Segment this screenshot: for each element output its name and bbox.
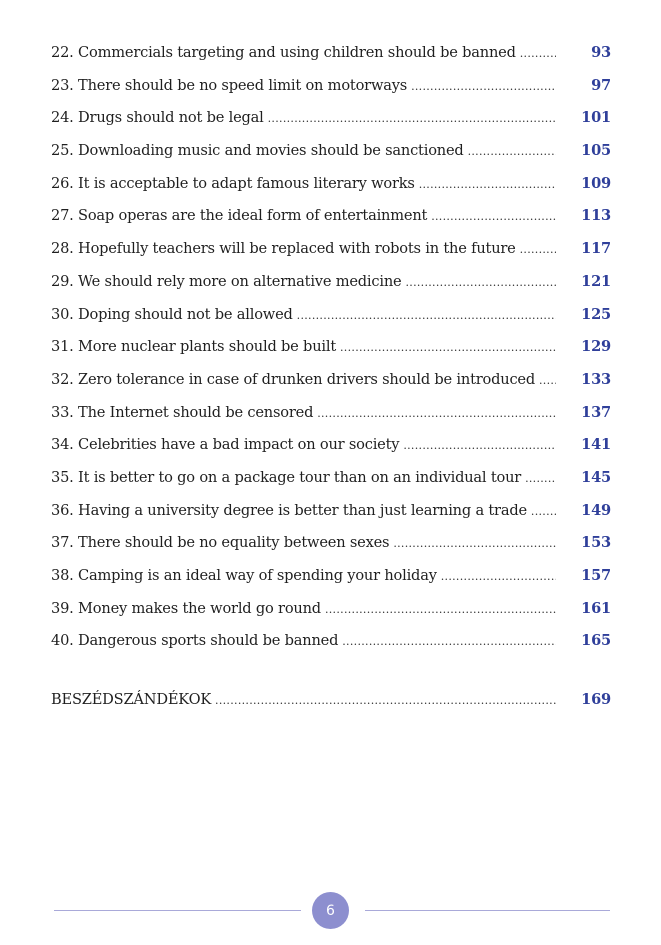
toc-entry[interactable] [51,404,611,437]
toc-entry[interactable] [51,240,611,273]
dot-leader [340,341,556,354]
toc-entry[interactable] [51,469,611,502]
toc-entry-title: 36. Having a university degree is better than just learning a trade [51,501,527,519]
toc-entry[interactable] [51,632,611,665]
toc-entry-title: 38. Camping is an ideal way of spending your holiday [51,567,437,584]
toc-entry-page: 145 [581,468,611,486]
dot-leader [411,80,556,93]
toc-entry-title: 28. Hopefully teachers will be replaced with robots in the future [51,240,516,258]
toc-entry[interactable] [51,77,611,110]
dot-leader [539,374,556,387]
page-number-badge: 6 [312,892,349,929]
toc-entry-page: 133 [581,370,611,388]
toc-entry-title: BESZÉDSZÁNDÉKOK [51,691,212,709]
toc-entry-page: 141 [581,436,611,454]
toc-entry-page: 137 [581,403,611,421]
dot-leader [317,407,556,420]
toc-entry-page: 101 [581,109,611,127]
dot-leader [403,439,556,452]
toc-entry-page: 149 [581,501,611,519]
toc-entry-title: 31. More nuclear plants should be built [51,338,337,356]
toc-entry-page: 109 [581,174,611,192]
dot-leader [441,570,556,583]
toc-entry-title: 33. The Internet should be censored [51,403,314,421]
toc-entry-page: 129 [581,338,611,356]
toc-entry-title: 30. Doping should not be allowed [51,305,293,323]
toc-entry-title: 34. Celebrities have a bad impact on our society [51,436,400,454]
toc-entry-page: 161 [581,599,611,617]
toc-entry-title: 24. Drugs should not be legal [51,109,264,127]
toc-entry-page: 165 [581,632,611,650]
toc-entry-page: 157 [581,567,611,584]
toc-entry-page: 97 [591,76,611,94]
toc-entry[interactable] [51,338,611,371]
toc-entry-page: 93 [591,44,611,61]
footer-rule-right [365,910,610,911]
dot-leader [268,112,556,125]
toc-entry[interactable] [51,142,611,175]
toc-entry[interactable] [51,534,611,567]
toc-entry[interactable] [51,600,611,633]
toc-entry[interactable] [51,436,611,469]
toc-entry-title: 32. Zero tolerance in case of drunken drivers should be introduced [51,370,536,388]
toc-entry-title: 39. Money makes the world go round [51,599,321,617]
toc-entry[interactable] [51,109,611,142]
dot-leader [419,178,556,191]
toc-entry-title: 40. Dangerous sports should be banned [51,632,339,650]
toc-entry-title: 25. Downloading music and movies should be sanctioned [51,142,464,160]
toc-entry-page: 153 [581,534,611,552]
dot-leader [468,145,556,158]
toc-entry-page: 121 [581,272,611,290]
dot-leader [325,603,556,616]
dot-leader [393,537,556,550]
dot-leader [520,243,556,256]
toc-entry-page: 113 [581,207,611,225]
dot-leader [342,635,556,648]
toc-entry-title: 27. Soap operas are the ideal form of entertainment [51,207,428,225]
toc-entry-page: 117 [581,240,611,258]
toc-entry[interactable] [51,502,611,535]
toc-entry[interactable] [51,273,611,306]
toc-entry-title: 37. There should be no equality between sexes [51,534,390,552]
toc-entry-title: 35. It is better to go on a package tour than on an individual tour [51,468,522,486]
toc-entry[interactable] [51,371,611,404]
toc-entry[interactable] [51,567,611,600]
footer-rule-left [54,910,301,911]
toc-entry[interactable] [51,44,611,77]
toc-entry[interactable] [51,175,611,208]
toc-entry[interactable] [51,207,611,240]
toc-entry-title: 23. There should be no speed limit on motorways [51,76,408,94]
toc-entry-title: 22. Commercials targeting and using children should be banned [51,44,516,61]
dot-leader [525,472,556,485]
dot-leader [520,47,556,60]
toc-entry-page: 125 [581,305,611,323]
dot-leader [405,276,556,289]
toc-entry-page: 105 [581,142,611,160]
toc-entry-title: 26. It is acceptable to adapt famous literary works [51,174,415,192]
table-of-contents [51,44,611,724]
toc-entry-title: 29. We should rely more on alternative medicine [51,272,402,290]
toc-entry-beszedszandekok[interactable] [51,691,611,724]
toc-entry[interactable] [51,306,611,339]
dot-leader [297,309,556,322]
dot-leader [431,210,556,223]
dot-leader [531,505,556,518]
toc-entry-page: 169 [581,691,611,709]
dot-leader [215,694,556,707]
